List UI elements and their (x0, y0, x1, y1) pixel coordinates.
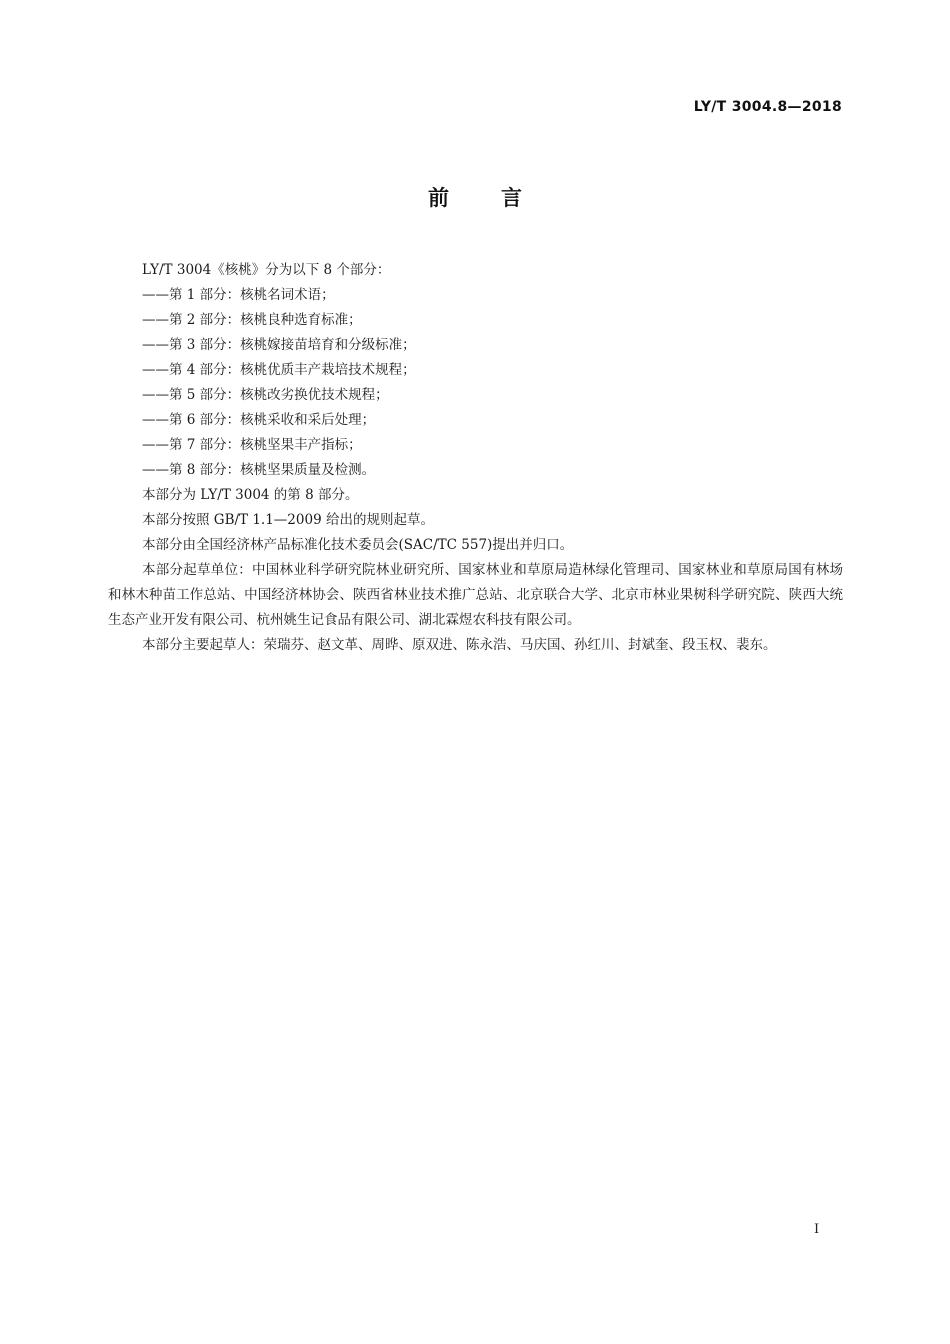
part-list-item: ——第 5 部分：核桃改劣换优技术规程； (142, 387, 389, 403)
part-list-item: ——第 4 部分：核桃优质丰产栽培技术规程； (142, 362, 416, 378)
drafting-units-paragraph: 本部分起草单位：中国林业科学研究院林业研究所、国家林业和草原局造林绿化管理司、国家林业和草原局国有林场和林木种苗工作总站、中国经济林协会、陕西省林业技术推广总站、北京联合大学、北京市林业果树科学研究院、陕西大统生态产业开发有限公司、杭州姚生记食品有限公司、湖北霖煜农科技有限公司。 (108, 562, 843, 628)
page-number: I (814, 1222, 820, 1237)
part-list-item: ——第 2 部分：核桃良种选育标准； (142, 312, 362, 328)
proposed-by-paragraph: 本部分由全国经济林产品标准化技术委员会(SAC/TC 557)提出并归口。 (142, 537, 574, 553)
part-list-item: ——第 3 部分：核桃嫁接苗培育和分级标准； (142, 337, 416, 353)
this-part-paragraph: 本部分为 LY/T 3004 的第 8 部分。 (142, 487, 359, 503)
standard-number: LY/T 3004.8—2018 (693, 99, 842, 115)
main-drafters-paragraph: 本部分主要起草人：荣瑞芬、赵文革、周晔、原双进、陈永浩、马庆国、孙红川、封斌奎、段玉权、裴东。 (142, 637, 777, 653)
page-title: 前言 (428, 186, 574, 210)
part-list-item: ——第 6 部分：核桃采收和采后处理； (142, 412, 376, 428)
foreword-body (108, 258, 843, 658)
part-list-item: ——第 1 部分：核桃名词术语； (142, 287, 335, 303)
drafting-rules-paragraph: 本部分按照 GB/T 1.1—2009 给出的规则起草。 (142, 512, 434, 528)
intro-paragraph: LY/T 3004《核桃》分为以下 8 个部分： (142, 262, 391, 278)
part-list-item: ——第 7 部分：核桃坚果丰产指标； (142, 437, 362, 453)
part-list-item: ——第 8 部分：核桃坚果质量及检测。 (142, 462, 376, 478)
